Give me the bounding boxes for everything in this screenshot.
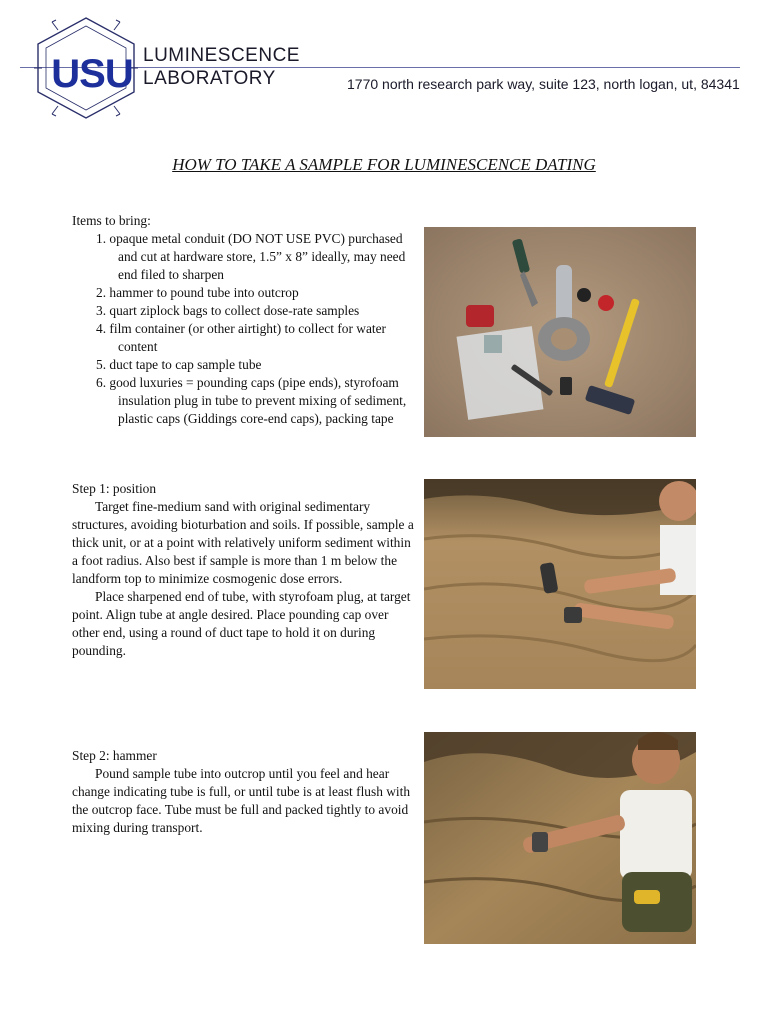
- equipment-photo: [424, 227, 696, 437]
- document-title: HOW TO TAKE A SAMPLE FOR LUMINESCENCE DATING: [172, 155, 596, 174]
- step2-heading: Step 2: hammer: [72, 748, 157, 763]
- lab-name-line2: LABORATORY: [143, 68, 276, 89]
- step2-paragraph: Pound sample tube into outcrop until you feel and hear change indicating tube is full, or until tube is at least flush with the outcrop face. Tube must be full and packed tightly to avoid mixing during transport.: [72, 766, 411, 835]
- position-photo: [424, 479, 696, 689]
- step1-paragraph: Target fine-medium sand with original sedimentary structures, avoiding bioturbation and soils. If possible, sample a thick unit, or at a point with relatively uniform sediment within a foot radius. Also best if sample is more than 1 m below the landform top to minimize cosmogenic dose errors.: [72, 499, 414, 586]
- list-item: 4. film container (or other airtight) to collect for water content: [96, 321, 387, 354]
- usu-logo: [30, 14, 142, 122]
- lab-name: [143, 44, 300, 90]
- step2-section: [72, 747, 412, 837]
- list-item: 6. good luxuries = pounding caps (pipe ends), styrofoam insulation plug in tube to prevent mixing of sediment, plastic caps (Giddings core-end caps), packing tape: [96, 375, 407, 426]
- lab-address: 1770 north research park way, suite 123, north logan, ut, 84341: [347, 76, 740, 92]
- step1-section: [72, 480, 417, 660]
- list-item: 5. duct tape to cap sample tube: [96, 357, 262, 372]
- list-item: 3. quart ziplock bags to collect dose-rate samples: [96, 303, 360, 318]
- list-item: 1. opaque metal conduit (DO NOT USE PVC) purchased and cut at hardware store, 1.5” x 8” ideally, may need end filed to sharpen: [96, 231, 406, 282]
- list-item: 2. hammer to pound tube into outcrop: [96, 285, 299, 300]
- step1-heading: Step 1: position: [72, 481, 157, 496]
- hammer-photo: [424, 732, 696, 944]
- logo-text: USU: [51, 52, 133, 96]
- step1-paragraph: Place sharpened end of tube, with styrofoam plug, at target point. Align tube at angle desired. Place pounding cap over other end, using a round of duct tape to hold it on during pounding.: [72, 589, 411, 658]
- lab-name-line1: LUMINESCENCE: [143, 45, 300, 66]
- items-section: [72, 212, 417, 428]
- items-heading: Items to bring:: [72, 213, 151, 228]
